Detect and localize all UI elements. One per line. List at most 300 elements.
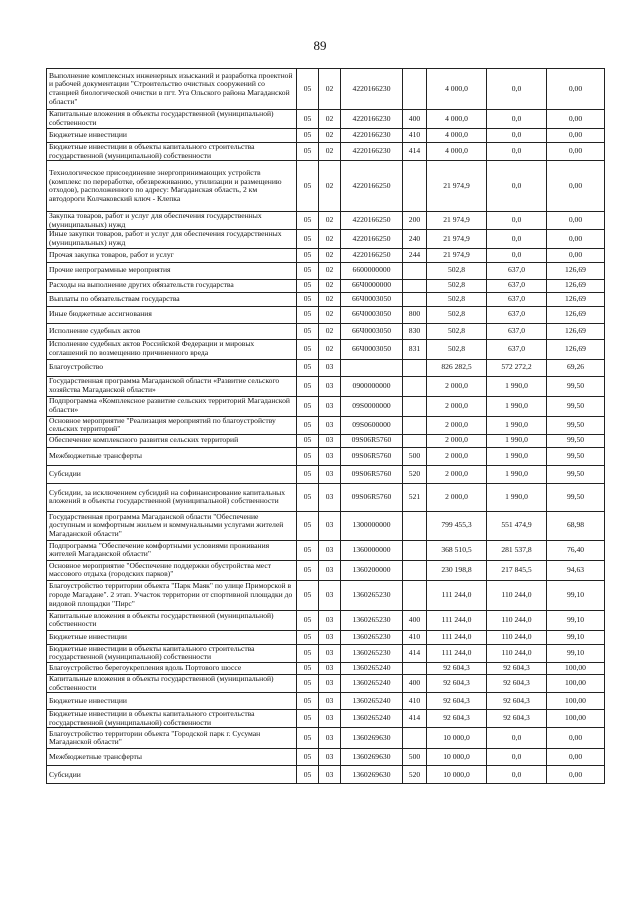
subsection-code: 03 <box>319 644 341 662</box>
table-row <box>47 674 605 692</box>
target-article-code: 0900000000 <box>341 376 403 396</box>
section-code: 05 <box>297 483 319 511</box>
table-row <box>47 306 605 323</box>
expense-name: Закупка товаров, работ и услуг для обеспечения государственных (муниципальных) нужд <box>47 212 297 230</box>
table-row <box>47 212 605 230</box>
expense-type-code: 520 <box>403 465 427 483</box>
table-row <box>47 610 605 630</box>
subsection-code: 02 <box>319 248 341 262</box>
target-article-code: 4220166230 <box>341 143 403 161</box>
executed-amount: 281 537,8 <box>487 540 547 560</box>
subsection-code: 03 <box>319 396 341 416</box>
execution-percent: 99,50 <box>547 465 605 483</box>
execution-percent: 99,50 <box>547 376 605 396</box>
expense-name: Выплаты по обязательствам государства <box>47 292 297 306</box>
executed-amount: 110 244,0 <box>487 630 547 644</box>
section-code: 05 <box>297 630 319 644</box>
execution-percent: 0,00 <box>547 766 605 784</box>
table-row <box>47 110 605 129</box>
expense-type-code <box>403 359 427 376</box>
execution-percent: 68,98 <box>547 511 605 540</box>
subsection-code: 03 <box>319 359 341 376</box>
table-row <box>47 396 605 416</box>
target-article-code: 09S0000000 <box>341 396 403 416</box>
target-article-code: 09S06R5760 <box>341 465 403 483</box>
executed-amount: 0,0 <box>487 143 547 161</box>
target-article-code: 4220166250 <box>341 248 403 262</box>
expense-type-code: 410 <box>403 129 427 143</box>
expense-type-code <box>403 396 427 416</box>
table-row <box>47 434 605 447</box>
table-row <box>47 447 605 465</box>
target-article-code: 1360269630 <box>341 749 403 766</box>
executed-amount: 92 604,3 <box>487 674 547 692</box>
table-row <box>47 540 605 560</box>
planned-amount: 111 244,0 <box>427 630 487 644</box>
executed-amount: 0,0 <box>487 230 547 248</box>
target-article-code: 1360265240 <box>341 693 403 710</box>
execution-percent: 0,00 <box>547 230 605 248</box>
target-article-code: 1360269630 <box>341 766 403 784</box>
execution-percent: 99,10 <box>547 580 605 610</box>
planned-amount: 92 604,3 <box>427 710 487 728</box>
table-row <box>47 749 605 766</box>
target-article-code: 66Ч0000000 <box>341 279 403 292</box>
section-code: 05 <box>297 306 319 323</box>
expense-name: Исполнение судебных актов Российской Федерации и мировых соглашений по возмещению причиненного вреда <box>47 339 297 359</box>
section-code: 05 <box>297 143 319 161</box>
section-code: 05 <box>297 662 319 674</box>
expense-type-code: 240 <box>403 230 427 248</box>
target-article-code: 09S06R5760 <box>341 434 403 447</box>
section-code: 05 <box>297 749 319 766</box>
target-article-code: 4220166250 <box>341 212 403 230</box>
target-article-code: 1360265230 <box>341 610 403 630</box>
planned-amount: 10 000,0 <box>427 766 487 784</box>
expense-name: Обеспечение комплексного развития сельских территорий <box>47 434 297 447</box>
table-row <box>47 248 605 262</box>
planned-amount: 4 000,0 <box>427 69 487 110</box>
section-code: 05 <box>297 323 319 339</box>
planned-amount: 111 244,0 <box>427 644 487 662</box>
target-article-code: 1360000000 <box>341 540 403 560</box>
section-code: 05 <box>297 292 319 306</box>
executed-amount: 92 604,3 <box>487 710 547 728</box>
subsection-code: 03 <box>319 610 341 630</box>
execution-percent: 0,00 <box>547 129 605 143</box>
target-article-code: 1360265240 <box>341 662 403 674</box>
planned-amount: 799 455,3 <box>427 511 487 540</box>
execution-percent: 0,00 <box>547 749 605 766</box>
executed-amount: 92 604,3 <box>487 693 547 710</box>
execution-percent: 0,00 <box>547 110 605 129</box>
target-article-code: 1360265230 <box>341 630 403 644</box>
target-article-code: 09S06R5760 <box>341 483 403 511</box>
expense-type-code <box>403 416 427 434</box>
section-code: 05 <box>297 728 319 749</box>
expense-type-code <box>403 69 427 110</box>
expense-type-code <box>403 376 427 396</box>
expense-type-code <box>403 580 427 610</box>
planned-amount: 2 000,0 <box>427 447 487 465</box>
section-code: 05 <box>297 465 319 483</box>
executed-amount: 1 990,0 <box>487 376 547 396</box>
planned-amount: 111 244,0 <box>427 580 487 610</box>
expense-name: Бюджетные инвестиции <box>47 693 297 710</box>
planned-amount: 502,8 <box>427 292 487 306</box>
planned-amount: 4 000,0 <box>427 143 487 161</box>
table-row <box>47 710 605 728</box>
target-article-code: 66Ч0003050 <box>341 306 403 323</box>
execution-percent: 100,00 <box>547 674 605 692</box>
expense-type-code <box>403 728 427 749</box>
target-article-code: 1300000000 <box>341 511 403 540</box>
expense-name: Бюджетные инвестиции <box>47 630 297 644</box>
expense-type-code: 414 <box>403 644 427 662</box>
expense-name: Государственная программа Магаданской области «Развитие сельского хозяйства Магаданской области» <box>47 376 297 396</box>
expense-name: Выполнение комплексных инженерных изысканий и разработка проектной и рабочей документации "Строительство очистных сооружений со станцией биологической очистки в пгт. Уга Ольского района Магаданской области" <box>47 69 297 110</box>
target-article-code: 4220166230 <box>341 129 403 143</box>
execution-percent: 99,50 <box>547 447 605 465</box>
executed-amount: 637,0 <box>487 323 547 339</box>
execution-percent: 126,69 <box>547 339 605 359</box>
section-code: 05 <box>297 710 319 728</box>
expense-type-code <box>403 540 427 560</box>
expense-name: Капитальные вложения в объекты государственной (муниципальной) собственности <box>47 110 297 129</box>
executed-amount: 637,0 <box>487 292 547 306</box>
planned-amount: 4 000,0 <box>427 110 487 129</box>
table-row <box>47 662 605 674</box>
section-code: 05 <box>297 339 319 359</box>
target-article-code: 66Ч0003050 <box>341 339 403 359</box>
expense-type-code: 500 <box>403 749 427 766</box>
subsection-code: 02 <box>319 279 341 292</box>
expense-name: Расходы на выполнение других обязательств государства <box>47 279 297 292</box>
expense-type-code <box>403 560 427 580</box>
subsection-code: 03 <box>319 662 341 674</box>
table-row <box>47 143 605 161</box>
execution-percent: 99,50 <box>547 434 605 447</box>
executed-amount: 0,0 <box>487 728 547 749</box>
expense-name: Субсидии <box>47 766 297 784</box>
table-row <box>47 262 605 279</box>
executed-amount: 1 990,0 <box>487 447 547 465</box>
table-row <box>47 230 605 248</box>
expense-type-code: 410 <box>403 693 427 710</box>
executed-amount: 110 244,0 <box>487 610 547 630</box>
planned-amount: 2 000,0 <box>427 483 487 511</box>
expense-type-code <box>403 262 427 279</box>
expense-name: Подпрограмма «Комплексное развитие сельских территорий Магаданской области» <box>47 396 297 416</box>
expense-name: Капитальные вложения в объекты государственной (муниципальной) собственности <box>47 610 297 630</box>
target-article-code: 1360265240 <box>341 710 403 728</box>
table-row <box>47 483 605 511</box>
executed-amount: 572 272,2 <box>487 359 547 376</box>
table-row <box>47 728 605 749</box>
expense-name: Субсидии <box>47 465 297 483</box>
executed-amount: 110 244,0 <box>487 644 547 662</box>
planned-amount: 4 000,0 <box>427 129 487 143</box>
expense-name: Субсидии, за исключением субсидий на софинансирование капитальных вложений в объекты государственной (муниципальной) собственности <box>47 483 297 511</box>
execution-percent: 99,10 <box>547 630 605 644</box>
expense-type-code: 400 <box>403 610 427 630</box>
subsection-code: 03 <box>319 483 341 511</box>
planned-amount: 111 244,0 <box>427 610 487 630</box>
table-row <box>47 323 605 339</box>
subsection-code: 02 <box>319 339 341 359</box>
target-article-code: 09S0600000 <box>341 416 403 434</box>
expense-name: Прочие непрограммные мероприятия <box>47 262 297 279</box>
section-code: 05 <box>297 248 319 262</box>
subsection-code: 03 <box>319 749 341 766</box>
planned-amount: 21 974,9 <box>427 161 487 212</box>
table-row <box>47 376 605 396</box>
subsection-code: 02 <box>319 230 341 248</box>
expense-name: Иные закупки товаров, работ и услуг для обеспечения государственных (муниципальных) нужд <box>47 230 297 248</box>
planned-amount: 502,8 <box>427 339 487 359</box>
executed-amount: 1 990,0 <box>487 416 547 434</box>
executed-amount: 637,0 <box>487 306 547 323</box>
planned-amount: 502,8 <box>427 306 487 323</box>
expense-type-code: 400 <box>403 110 427 129</box>
planned-amount: 368 510,5 <box>427 540 487 560</box>
expense-name: Благоустройство <box>47 359 297 376</box>
table-row <box>47 630 605 644</box>
table-row <box>47 359 605 376</box>
expense-name: Иные бюджетные ассигнования <box>47 306 297 323</box>
target-article-code: 1360200000 <box>341 560 403 580</box>
expense-name: Технологическое присоединение энергопринимающих устройств (комплекс по переработке, обезвреживанию, утилизации и размещению отходов), расположенного по адресу: Магаданская область, 2 км автодороги Колчаковский ключ - Клепка <box>47 161 297 212</box>
table-row <box>47 339 605 359</box>
subsection-code: 03 <box>319 465 341 483</box>
planned-amount: 502,8 <box>427 279 487 292</box>
subsection-code: 03 <box>319 674 341 692</box>
executed-amount: 0,0 <box>487 161 547 212</box>
target-article-code: 09S06R5760 <box>341 447 403 465</box>
expense-type-code <box>403 279 427 292</box>
section-code: 05 <box>297 110 319 129</box>
expense-type-code <box>403 511 427 540</box>
executed-amount: 0,0 <box>487 129 547 143</box>
target-article-code: 66Ч0003050 <box>341 323 403 339</box>
planned-amount: 21 974,9 <box>427 212 487 230</box>
section-code: 05 <box>297 129 319 143</box>
executed-amount: 0,0 <box>487 766 547 784</box>
subsection-code: 02 <box>319 306 341 323</box>
execution-percent: 0,00 <box>547 143 605 161</box>
execution-percent: 99,50 <box>547 416 605 434</box>
expense-type-code: 831 <box>403 339 427 359</box>
target-article-code: 1360265230 <box>341 580 403 610</box>
table-row <box>47 465 605 483</box>
expense-name: Межбюджетные трансферты <box>47 447 297 465</box>
expense-type-code <box>403 292 427 306</box>
executed-amount: 0,0 <box>487 212 547 230</box>
expense-type-code: 400 <box>403 674 427 692</box>
planned-amount: 2 000,0 <box>427 465 487 483</box>
target-article-code: 1360265230 <box>341 644 403 662</box>
table-row <box>47 644 605 662</box>
section-code: 05 <box>297 359 319 376</box>
expense-name: Бюджетные инвестиции в объекты капитального строительства государственной (муниципальной) собственности <box>47 143 297 161</box>
planned-amount: 2 000,0 <box>427 416 487 434</box>
target-article-code: 4220166230 <box>341 69 403 110</box>
subsection-code: 02 <box>319 143 341 161</box>
expense-name: Прочая закупка товаров, работ и услуг <box>47 248 297 262</box>
planned-amount: 10 000,0 <box>427 728 487 749</box>
planned-amount: 2 000,0 <box>427 396 487 416</box>
subsection-code: 03 <box>319 710 341 728</box>
table-row <box>47 279 605 292</box>
section-code: 05 <box>297 212 319 230</box>
table-row <box>47 292 605 306</box>
expense-name: Бюджетные инвестиции в объекты капитального строительства государственной (муниципальной) собственности <box>47 710 297 728</box>
execution-percent: 76,40 <box>547 540 605 560</box>
executed-amount: 0,0 <box>487 69 547 110</box>
subsection-code: 02 <box>319 323 341 339</box>
target-article-code: 66Ч0003050 <box>341 292 403 306</box>
target-article-code: 1360265240 <box>341 674 403 692</box>
planned-amount: 502,8 <box>427 262 487 279</box>
table-row <box>47 560 605 580</box>
expense-name: Благоустройство территории объекта "Парк Маяк" по улице Приморской в городе Магадане". 2 этап. Участок территории от спортивной площадки до видовой площадки "Пирс" <box>47 580 297 610</box>
planned-amount: 21 974,9 <box>427 248 487 262</box>
table-body <box>47 69 605 784</box>
expense-name: Благоустройство берегоукрепления вдоль Портового шоссе <box>47 662 297 674</box>
planned-amount: 2 000,0 <box>427 434 487 447</box>
subsection-code: 02 <box>319 262 341 279</box>
section-code: 05 <box>297 674 319 692</box>
expense-type-code: 414 <box>403 710 427 728</box>
expense-type-code <box>403 662 427 674</box>
target-article-code <box>341 359 403 376</box>
target-article-code: 1360269630 <box>341 728 403 749</box>
executed-amount: 1 990,0 <box>487 396 547 416</box>
section-code: 05 <box>297 540 319 560</box>
subsection-code: 02 <box>319 110 341 129</box>
expense-type-code: 520 <box>403 766 427 784</box>
section-code: 05 <box>297 766 319 784</box>
execution-percent: 126,69 <box>547 323 605 339</box>
section-code: 05 <box>297 262 319 279</box>
page-number: 89 <box>313 38 327 53</box>
planned-amount: 92 604,3 <box>427 662 487 674</box>
target-article-code: 4220166250 <box>341 230 403 248</box>
subsection-code: 03 <box>319 376 341 396</box>
section-code: 05 <box>297 376 319 396</box>
executed-amount: 637,0 <box>487 339 547 359</box>
expense-name: Межбюджетные трансферты <box>47 749 297 766</box>
executed-amount: 0,0 <box>487 248 547 262</box>
subsection-code: 03 <box>319 540 341 560</box>
execution-percent: 100,00 <box>547 693 605 710</box>
table-row <box>47 161 605 212</box>
execution-percent: 99,50 <box>547 396 605 416</box>
planned-amount: 502,8 <box>427 323 487 339</box>
expense-type-code <box>403 161 427 212</box>
table-row <box>47 693 605 710</box>
section-code: 05 <box>297 396 319 416</box>
section-code: 05 <box>297 434 319 447</box>
table-row <box>47 129 605 143</box>
planned-amount: 230 198,8 <box>427 560 487 580</box>
subsection-code: 03 <box>319 416 341 434</box>
target-article-code: 4220166250 <box>341 161 403 212</box>
execution-percent: 99,10 <box>547 644 605 662</box>
execution-percent: 100,00 <box>547 662 605 674</box>
execution-percent: 0,00 <box>547 248 605 262</box>
subsection-code: 03 <box>319 630 341 644</box>
section-code: 05 <box>297 644 319 662</box>
subsection-code: 03 <box>319 434 341 447</box>
expense-name: Бюджетные инвестиции <box>47 129 297 143</box>
executed-amount: 551 474,9 <box>487 511 547 540</box>
execution-percent: 126,69 <box>547 306 605 323</box>
section-code: 05 <box>297 279 319 292</box>
executed-amount: 1 990,0 <box>487 434 547 447</box>
planned-amount: 2 000,0 <box>427 376 487 396</box>
expense-type-code: 800 <box>403 306 427 323</box>
section-code: 05 <box>297 693 319 710</box>
executed-amount: 0,0 <box>487 749 547 766</box>
executed-amount: 1 990,0 <box>487 483 547 511</box>
executed-amount: 110 244,0 <box>487 580 547 610</box>
executed-amount: 637,0 <box>487 279 547 292</box>
subsection-code: 03 <box>319 693 341 710</box>
planned-amount: 826 282,5 <box>427 359 487 376</box>
expense-name: Бюджетные инвестиции в объекты капитального строительства государственной (муниципальной) собственности <box>47 644 297 662</box>
subsection-code: 03 <box>319 580 341 610</box>
section-code: 05 <box>297 447 319 465</box>
expense-name: Государственная программа Магаданской области "Обеспечение доступным и комфортным жильем и коммунальными услугами жителей Магаданской области" <box>47 511 297 540</box>
expense-type-code: 414 <box>403 143 427 161</box>
section-code: 05 <box>297 610 319 630</box>
expense-name: Подпрограмма "Обеспечение комфортными условиями проживания жителей Магаданской области" <box>47 540 297 560</box>
execution-percent: 69,26 <box>547 359 605 376</box>
section-code: 05 <box>297 560 319 580</box>
planned-amount: 21 974,9 <box>427 230 487 248</box>
planned-amount: 92 604,3 <box>427 674 487 692</box>
subsection-code: 03 <box>319 560 341 580</box>
execution-percent: 99,50 <box>547 483 605 511</box>
table-row <box>47 69 605 110</box>
table-row <box>47 580 605 610</box>
subsection-code: 02 <box>319 69 341 110</box>
expense-type-code: 244 <box>403 248 427 262</box>
subsection-code: 02 <box>319 129 341 143</box>
expense-type-code: 521 <box>403 483 427 511</box>
executed-amount: 0,0 <box>487 110 547 129</box>
execution-percent: 99,10 <box>547 610 605 630</box>
expense-type-code <box>403 434 427 447</box>
execution-percent: 100,00 <box>547 710 605 728</box>
execution-percent: 126,69 <box>547 279 605 292</box>
expense-name: Капитальные вложения в объекты государственной (муниципальной) собственности <box>47 674 297 692</box>
expense-type-code: 830 <box>403 323 427 339</box>
subsection-code: 03 <box>319 728 341 749</box>
table-row <box>47 766 605 784</box>
planned-amount: 92 604,3 <box>427 693 487 710</box>
section-code: 05 <box>297 580 319 610</box>
expense-name: Основное мероприятие "Обеспечение поддержки обустройства мест массового отдыха (городских парков)" <box>47 560 297 580</box>
execution-percent: 0,00 <box>547 69 605 110</box>
planned-amount: 10 000,0 <box>427 749 487 766</box>
subsection-code: 03 <box>319 766 341 784</box>
execution-percent: 0,00 <box>547 212 605 230</box>
section-code: 05 <box>297 511 319 540</box>
expense-type-code: 410 <box>403 630 427 644</box>
execution-percent: 126,69 <box>547 262 605 279</box>
